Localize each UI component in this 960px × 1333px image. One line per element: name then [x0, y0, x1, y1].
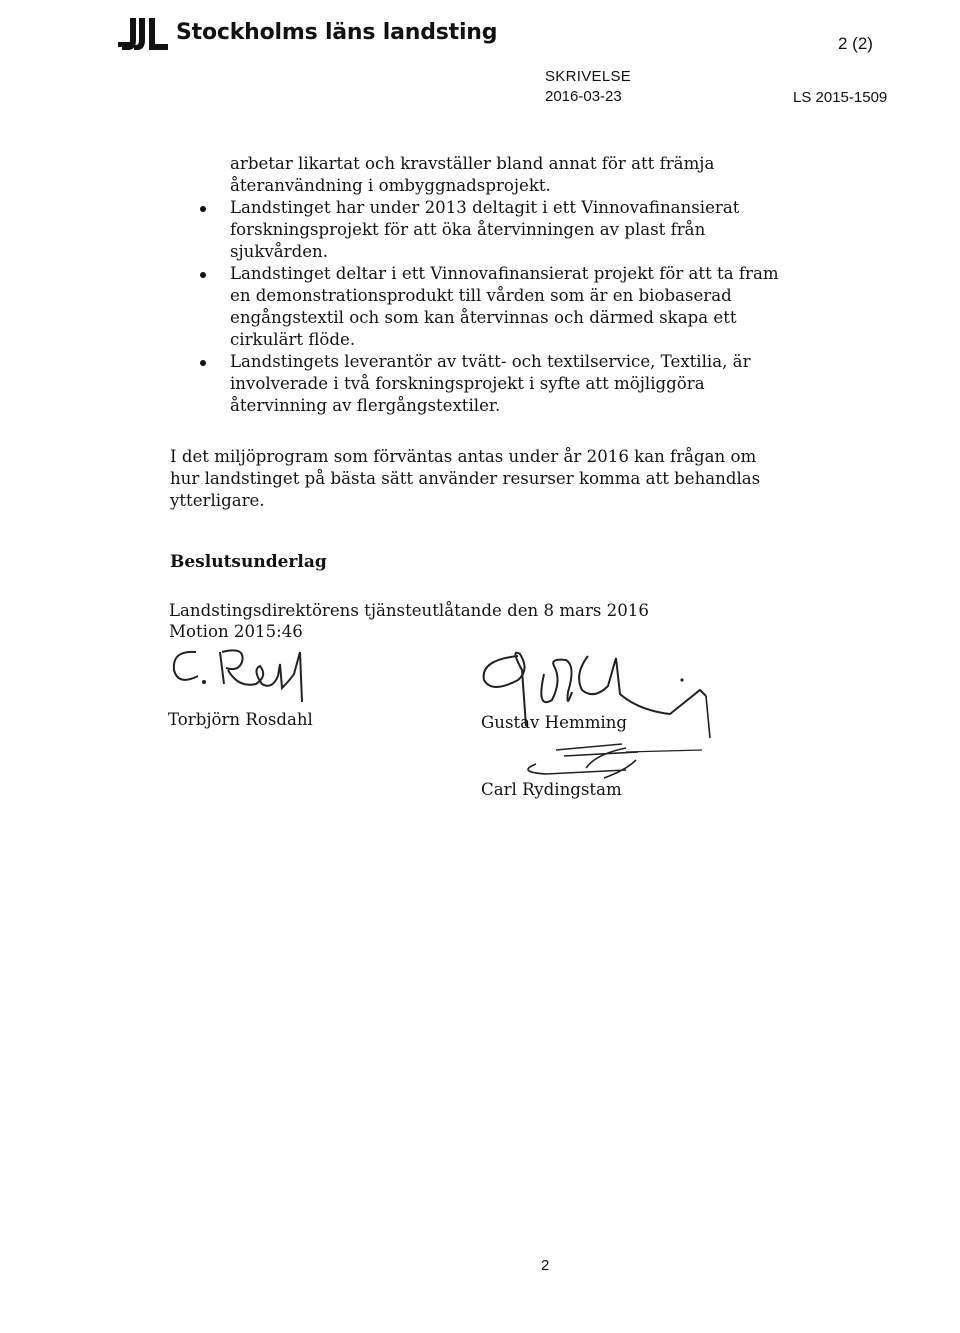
document-type: SKRIVELSE — [545, 68, 632, 85]
body-paragraph: I det miljöprogram som förväntas antas under år 2016 kan frågan om hur landstinget på bästa sätt använder resurser komma att behandlas ytterligare. — [170, 447, 761, 510]
decision-basis-item: Landstingsdirektörens tjänsteutlåtande den 8 mars 2016 — [169, 601, 649, 620]
document-date: 2016-03-23 — [545, 88, 622, 105]
list-item: Landstinget har under 2013 deltagit i ett Vinnovafinansierat forskningsprojekt för att öka återvinningen av plast från sjukvården. — [190, 197, 790, 263]
signature-rosdahl-icon — [168, 640, 328, 716]
signatory-name: Gustav Hemming — [481, 713, 628, 732]
bullet-icon — [200, 360, 206, 366]
list-item: Landstinget deltar i ett Vinnovafinansierat projekt för att ta fram en demonstrationsprodukt till vården som är en biobaserad engångstextil och som kan återvinnas och därmed skapa ett cirkulärt flöde. — [190, 263, 790, 351]
signatory-name: Torbjörn Rosdahl — [168, 710, 313, 729]
page-count: 2 (2) — [838, 34, 873, 53]
list-item: Landstingets leverantör av tvätt- och textilservice, Textilia, är involverade i två forskningsprojekt i syfte att möjliggöra återvinning av flergångstextiler. — [190, 351, 790, 417]
page-number: 2 — [541, 1257, 550, 1274]
continuation-text: arbetar likartat och kravställer bland annat för att främja återanvändning i ombyggnadsprojekt. — [230, 154, 715, 195]
section-heading: Beslutsunderlag — [170, 552, 327, 572]
bullet-list — [190, 197, 790, 417]
decision-basis-item: Motion 2015:46 — [169, 622, 303, 641]
bullet-icon — [200, 206, 206, 212]
signatory-name: Carl Rydingstam — [481, 780, 622, 799]
document-reference: LS 2015-1509 — [793, 89, 888, 106]
bullet-icon — [200, 272, 206, 278]
organization-name: Stockholms läns landsting — [176, 20, 498, 45]
sll-logo-icon — [118, 16, 170, 52]
